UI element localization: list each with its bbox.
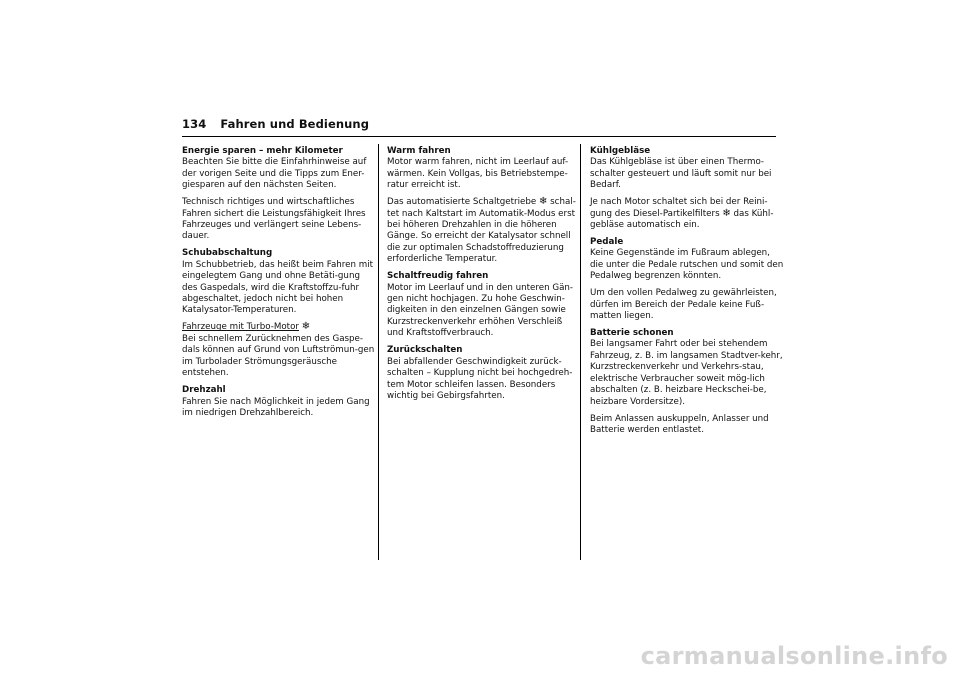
downshift-section [387, 345, 581, 402]
warm-section [387, 146, 581, 192]
snowflake-icon: ❄ [722, 207, 731, 219]
rpm-text: Fahren Sie nach Möglichkeit in jedem Gang im niedrigen Drehzahlbereich. [182, 396, 370, 418]
shift-happy-heading: Schaltfreudig fahren [387, 271, 489, 282]
column-2 [387, 146, 581, 408]
energy-section [182, 146, 376, 192]
shift-heading: Schubabschaltung [182, 248, 273, 259]
auto-text-end: schal-tet nach Kaltstart im Automatik-Modus erst bei höheren Drehzahlen in die höheren Gänge. So erreicht der Katalysator schnell die zur optimalen Schadstoffreduzierung erforderliche Temperatur. [387, 197, 576, 265]
fan-text2-end: das Kühl-gebläse automatisch ein. [590, 208, 774, 231]
pedal-heading: Pedale [590, 237, 624, 248]
turbo-heading-line [182, 322, 376, 333]
turbo-text: Bei schnellem Zurücknehmen des Gaspe-dals können auf Grund von Luftströmun-gen im Turbolader Strömungsgeräusche entstehen. [182, 333, 375, 379]
shift-text: Im Schubbetrieb, das heißt beim Fahren mit eingelegtem Gang und ohne Betäti-gung des Gaspedals, wird die Kraftstoffzu-fuhr abgeschaltet, jedoch nicht bei hohen Katalysator-Temperaturen. [182, 259, 374, 316]
section-title: Fahren und Bedienung [220, 117, 370, 131]
battery-heading: Batterie schonen [590, 328, 674, 339]
shift-happy-text: Motor im Leerlauf und in den unteren Gän-gen nicht hochjagen. Zu hohe Geschwin-digkeiten in den einzelnen Gängen sowie Kurzstreckenverkehr erhöhen Verschleiß und Kraftstoffverbrauch. [387, 282, 574, 339]
pedal-paragraph-2: Um den vollen Pedalweg zu gewährleisten, dürfen im Bereich der Pedale keine Fuß-matten liegen. [590, 288, 777, 322]
downshift-text: Bei abfallender Geschwindigkeit zurück-schalten – Kupplung nicht bei hochgedreh-tem Motor schleifen lassen. Besonders wichtig bei Gebirgsfahrten. [387, 356, 573, 401]
turbo-section [182, 322, 376, 379]
energy-heading: Energie sparen – mehr Kilometer [182, 146, 343, 156]
warm-text: Motor warm fahren, nicht im Leerlauf auf-wärmen. Kein Vollgas, bis Betriebstempe-ratur erreicht ist. [387, 157, 569, 191]
snowflake-icon: ❄ [539, 196, 548, 208]
battery-text: Bei langsamer Fahrt oder bei stehendem Fahrzeug, z. B. im langsamen Stadtver-kehr, Kurzstreckenverkehr und Verkehrs-stau, elektrische Verbraucher soweit mög-lich abschalten (z. B. heizbare Heckschei-be, heizbare Vordersitze). [590, 339, 783, 407]
column-divider-1 [378, 144, 379, 560]
column-3 [590, 146, 784, 442]
page-header [182, 117, 369, 131]
auto-text-start: Das automatisierte Schaltgetriebe [387, 197, 537, 208]
watermark: carmanualsonline.info [640, 642, 948, 670]
pedal-section [590, 237, 784, 283]
shift-section [182, 248, 376, 316]
turbo-heading: Fahrzeuge mit Turbo-Motor [182, 322, 299, 333]
fan-text: Das Kühlgebläse ist über einen Thermo-schalter gesteuert und läuft somit nur bei Bedarf. [590, 157, 772, 191]
page-number: 134 [182, 117, 207, 131]
fan-section [590, 146, 784, 192]
rpm-section [182, 385, 376, 419]
battery-section [590, 328, 784, 408]
auto-gearbox-paragraph [387, 197, 581, 265]
pedal-text: Keine Gegenstände im Fußraum ablegen, die unter die Pedale rutschen und somit den Pedalweg begrenzen könnten. [590, 248, 784, 282]
column-1 [182, 146, 376, 425]
snowflake-icon: ❄ [301, 321, 311, 333]
fan-heading: Kühlgebläse [590, 146, 651, 156]
battery-paragraph-2: Beim Anlassen auskuppeln, Anlasser und Batterie werden entlastet. [590, 413, 769, 435]
header-rule [182, 136, 776, 137]
shift-happy-section [387, 271, 581, 339]
fan-text2-start: Je nach Motor schaltet sich bei der Reini-gung des Diesel-Partikelfilters [590, 197, 768, 219]
rpm-heading: Drehzahl [182, 385, 226, 396]
energy-text: Beachten Sie bitte die Einfahrhinweise auf der vorigen Seite und die Tipps zum Ener-giesparen auf den nächsten Seiten. [182, 157, 367, 191]
downshift-heading: Zurückschalten [387, 345, 463, 356]
technique-paragraph: Technisch richtiges und wirtschaftliches Fahren sichert die Leistungsfähigkeit Ihres Fahrzeuges und verlängert seine Lebens-dauer. [182, 197, 366, 242]
fan-diesel-paragraph [590, 197, 784, 231]
warm-heading: Warm fahren [387, 146, 451, 156]
